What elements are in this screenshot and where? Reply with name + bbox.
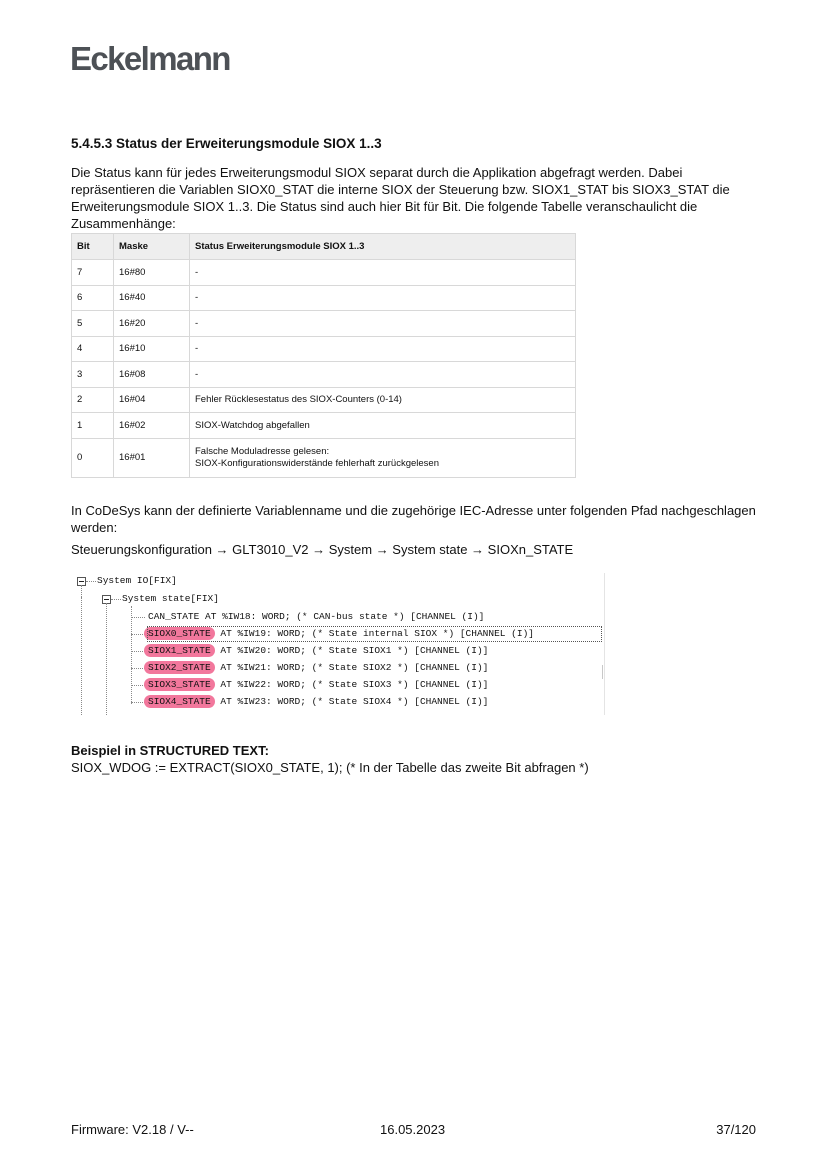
tree-entry[interactable] <box>148 678 488 692</box>
cell-mask: 16#80 <box>114 260 190 286</box>
codesys-paragraph: In CoDeSys kann der definierte Variablenname und die zugehörige IEC-Adresse unter folgenden Pfad nachgeschlagen werden: <box>71 503 756 535</box>
cell-bit: 0 <box>72 438 114 477</box>
cell-status: - <box>190 260 576 286</box>
codesys-tree-screenshot <box>71 573 605 715</box>
tree-entry[interactable] <box>148 610 484 624</box>
intro-paragraph: Die Status kann für jedes Erweiterungsmodul SIOX separat durch die Applikation abgefragt werden. Dabei repräsentieren die Variablen SIOX0_STAT die interne SIOX der Steuerung bzw. SIOX1_STAT bis SIOX3_STAT die Erweiterungsmodule SIOX 1..3. Die Status sind auch hier Bit für Bit. Die folgende Tabelle veranschaulicht die Zusammenhänge: <box>71 165 730 231</box>
cell-status: SIOX-Watchdog abgefallen <box>190 413 576 439</box>
tree-entry[interactable] <box>148 661 488 675</box>
entry-detail: AT %IW18: WORD; (* CAN-bus state *) [CHANNEL (I)] <box>199 611 485 622</box>
config-path: Steuerungskonfiguration → GLT3010_V2 → System → System state → SIOXn_STATE <box>71 542 574 557</box>
entry-name: SIOX2_STATE <box>144 661 215 674</box>
cell-status: Fehler Rücklesestatus des SIOX-Counters (0-14) <box>190 387 576 413</box>
entry-detail: AT %IW23: WORD; (* State SIOX4 *) [CHANNEL (I)] <box>214 696 489 707</box>
tree-root[interactable]: System IO[FIX] <box>97 575 177 586</box>
entry-detail: AT %IW21: WORD; (* State SIOX2 *) [CHANNEL (I)] <box>214 662 489 673</box>
header-mask: Maske <box>114 234 190 260</box>
table-row <box>72 413 576 439</box>
cell-bit: 7 <box>72 260 114 286</box>
cell-status: - <box>190 311 576 337</box>
footer-firmware: Firmware: V2.18 / V-- <box>71 1122 194 1137</box>
tree-child[interactable]: System state[FIX] <box>122 593 219 604</box>
table-row <box>72 336 576 362</box>
header-status: Status Erweiterungsmodule SIOX 1..3 <box>190 234 576 260</box>
entry-name: SIOX1_STATE <box>144 644 215 657</box>
cell-bit: 5 <box>72 311 114 337</box>
section-title: 5.4.5.3 Status der Erweiterungsmodule SIOX 1..3 <box>71 136 382 151</box>
cell-bit: 6 <box>72 285 114 311</box>
cell-bit: 4 <box>72 336 114 362</box>
cell-status: - <box>190 285 576 311</box>
table-row <box>72 260 576 286</box>
tree-entry[interactable] <box>148 644 488 658</box>
cell-status <box>190 438 576 477</box>
cell-mask: 16#10 <box>114 336 190 362</box>
entry-name: SIOX4_STATE <box>144 695 215 708</box>
cell-mask: 16#04 <box>114 387 190 413</box>
cell-mask: 16#01 <box>114 438 190 477</box>
cell-bit: 3 <box>72 362 114 388</box>
example-heading: Beispiel in STRUCTURED TEXT: <box>71 743 269 758</box>
table-row <box>72 311 576 337</box>
entry-name: CAN_STATE <box>148 611 200 622</box>
entry-detail: AT %IW19: WORD; (* State internal SIOX *) [CHANNEL (I)] <box>214 628 534 639</box>
cell-bit: 2 <box>72 387 114 413</box>
panel-edge <box>604 573 605 715</box>
footer-date: 16.05.2023 <box>380 1122 446 1137</box>
table-header-row <box>72 234 576 260</box>
cell-status-line-2: SIOX-Konfigurationswiderstände fehlerhaft zurückgelesen <box>195 457 439 469</box>
footer-page-number: 37/120 <box>716 1122 756 1137</box>
entry-detail: AT %IW20: WORD; (* State SIOX1 *) [CHANNEL (I)] <box>214 645 489 656</box>
tree-entry-selected[interactable] <box>148 627 601 641</box>
cell-mask: 16#08 <box>114 362 190 388</box>
table-row <box>72 387 576 413</box>
cell-bit: 1 <box>72 413 114 439</box>
header-bit: Bit <box>72 234 114 260</box>
tree-entry[interactable] <box>148 695 488 709</box>
cell-mask: 16#02 <box>114 413 190 439</box>
cell-status: - <box>190 336 576 362</box>
example-code: SIOX_WDOG := EXTRACT(SIOX0_STATE, 1); (* In der Tabelle das zweite Bit abfragen *) <box>71 760 589 775</box>
entry-detail: AT %IW22: WORD; (* State SIOX3 *) [CHANNEL (I)] <box>214 679 489 690</box>
cell-status: - <box>190 362 576 388</box>
entry-name: SIOX0_STATE <box>144 627 215 640</box>
company-logo: Eckelmann <box>70 40 230 77</box>
entry-name: SIOX3_STATE <box>144 678 215 691</box>
status-table <box>71 233 576 478</box>
table-row <box>72 285 576 311</box>
cell-status-line-1: Falsche Moduladresse gelesen: <box>195 445 330 457</box>
scroll-marker <box>602 665 603 679</box>
table-row <box>72 438 576 477</box>
cell-mask: 16#40 <box>114 285 190 311</box>
cell-mask: 16#20 <box>114 311 190 337</box>
table-row <box>72 362 576 388</box>
